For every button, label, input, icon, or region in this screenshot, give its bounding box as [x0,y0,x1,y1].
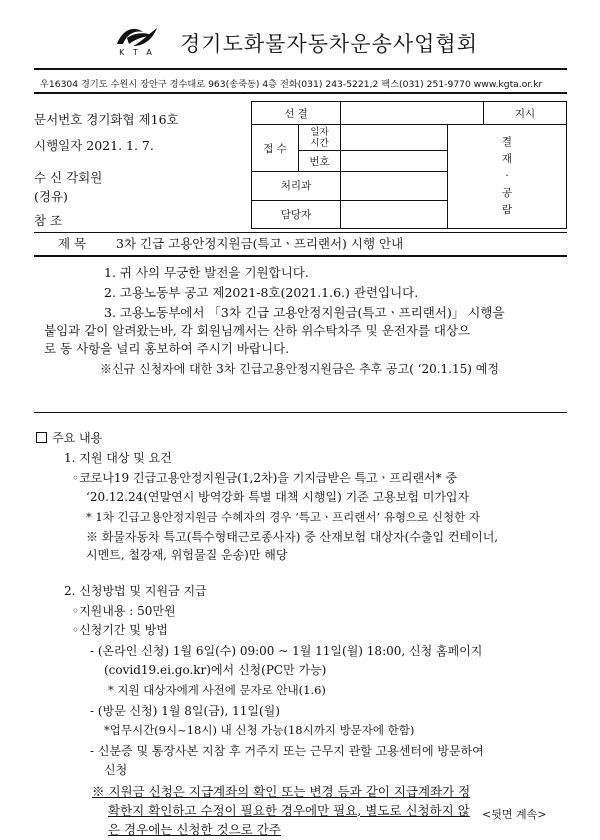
paragraph-3-line-3: 로 동 사항을 널리 홍보하여 주시기 바랍니다. [44,341,290,356]
paragraph-3-line-2: 붙임과 같이 알려왔는바, 각 회원님께서는 산하 위수탁차주 및 운전자를 대상으 [44,323,471,338]
section-2-line-d: (covid19.ei.go.kr)에서 신청(PC만 가능) [104,663,327,677]
warning-line-a: ※ 지원금 신청은 지급계좌의 확인 또는 변경 등과 같이 지급계좌가 정 [92,784,471,799]
kta-logo-icon [113,24,161,50]
subject-text: 3차 긴급 고용안정지원금(특고ㆍ프리랜서) 시행 안내 [116,236,404,251]
paragraph-3-line-1: 3. 고용노동부에서 「3차 긴급 고용안정지원금(특고ㆍ프리랜서)」 시행을 [104,305,505,320]
receipt-label: 선 결 [252,102,341,125]
subject-label: 제 목 [58,236,87,251]
section-2-line-b: ◦신청기간 및 방법 [72,623,168,637]
via: (경유) [34,189,68,204]
address-divider [34,92,567,94]
person-label: 담당자 [252,200,341,228]
section-1-line-b: ‘20.12.24(연말연시 방역강화 특별 대책 시행일) 기준 고용보험 미가입자 [86,490,470,504]
paragraph-2: 2. 고용노동부 공고 제2021-8호(2021.1.6.) 관련입니다. [104,285,419,300]
section-2-line-i: 신청 [104,763,128,777]
section-1-title: 1. 지원 대상 및 요건 [64,451,172,465]
logo-text: K T A [119,48,155,57]
doc-number: 문서번호 경기화협 제16호 [34,112,179,127]
section-1-line-d: ※ 화물자동차 특고(특수형태근로종사자) 중 산재보험 대상자(수출입 컨테이너, [86,530,499,544]
section-2-line-g: *업무시간(9시~18시) 내 신청 가능(18시까지 방문자에 한함) [104,723,415,737]
header-divider [34,68,567,70]
section-1-line-c: * 1차 긴급고용안정지원금 수혜자의 경우 ‘특고ㆍ프리랜서’ 유형으로 신청한 자 [86,510,480,524]
warning-line-c: 은 경우에는 신청한 것으로 간주 [108,822,281,837]
section-2-line-a: ◦지원내용 : 50만원 [72,604,176,618]
number-label: 번호 [299,151,341,172]
section-2-line-e: * 지원 대상자에게 사전에 문자로 안내(1.6) [108,683,326,697]
kta-logo [113,24,161,58]
datetime-label: 일자 시간 [299,125,341,151]
continued-note: <뒷면 계속> [482,808,547,821]
section-2-line-c: - (온라인 신청) 1월 6일(수) 09:00 ~ 1월 11일(월) 18:00, 신청 홈페이지 [90,644,483,658]
main-content-title: 주요 내용 [36,429,102,447]
approval-table [251,101,567,229]
warning-line-b: 확한지 확인하고 수정이 필요한 경우에만 필요, 별도로 신청하지 않 [108,803,470,818]
reception-label: 접 수 [252,125,299,172]
doc-date: 시행일자 2021. 1. 7. [34,138,154,153]
section-1-line-a: ◦코로나19 긴급고용안정지원금(1,2차)을 기지급받은 특고ㆍ프리랜서* 중 [72,471,458,485]
recipient: 수 신 각회원 [34,170,103,185]
section-1-line-e: 시멘트, 철강재, 위험물질 운송)만 해당 [86,548,288,562]
reference: 참 조 [34,213,63,228]
paragraph-1: 1. 귀 사의 무궁한 발전을 기원합니다. [104,265,309,280]
dept-label: 처리과 [252,172,341,200]
decision-label: 결 재 · 공 람 [448,125,567,229]
section-divider [34,412,567,413]
section-2-line-f: - (방문 신청) 1월 8일(금), 11일(월) [90,704,280,718]
section-2-line-h: - 신분증 및 통장사본 지참 후 거주지 또는 근무지 관할 고용센터에 방문하여 [90,744,484,758]
subject-row [34,232,567,257]
section-2-title: 2. 신청방법 및 지원금 지급 [64,584,207,598]
address-line: 우16304 경기도 수원시 장안구 경수대로 963(송죽동) 4층 전화(031) 243-5221,2 팩스(031) 251-9770 www.kgta.or.kr [40,79,543,90]
directive-label: 지시 [484,102,567,125]
letterhead [0,0,600,70]
checkbox-icon [36,432,47,443]
notice-line: ※신규 신청자에 대한 3차 긴급고용안정지원금은 추후 공고( ‘20.1.15) 예정 [100,362,499,376]
organization-name: 경기도화물자동차운송사업협회 [180,32,479,56]
